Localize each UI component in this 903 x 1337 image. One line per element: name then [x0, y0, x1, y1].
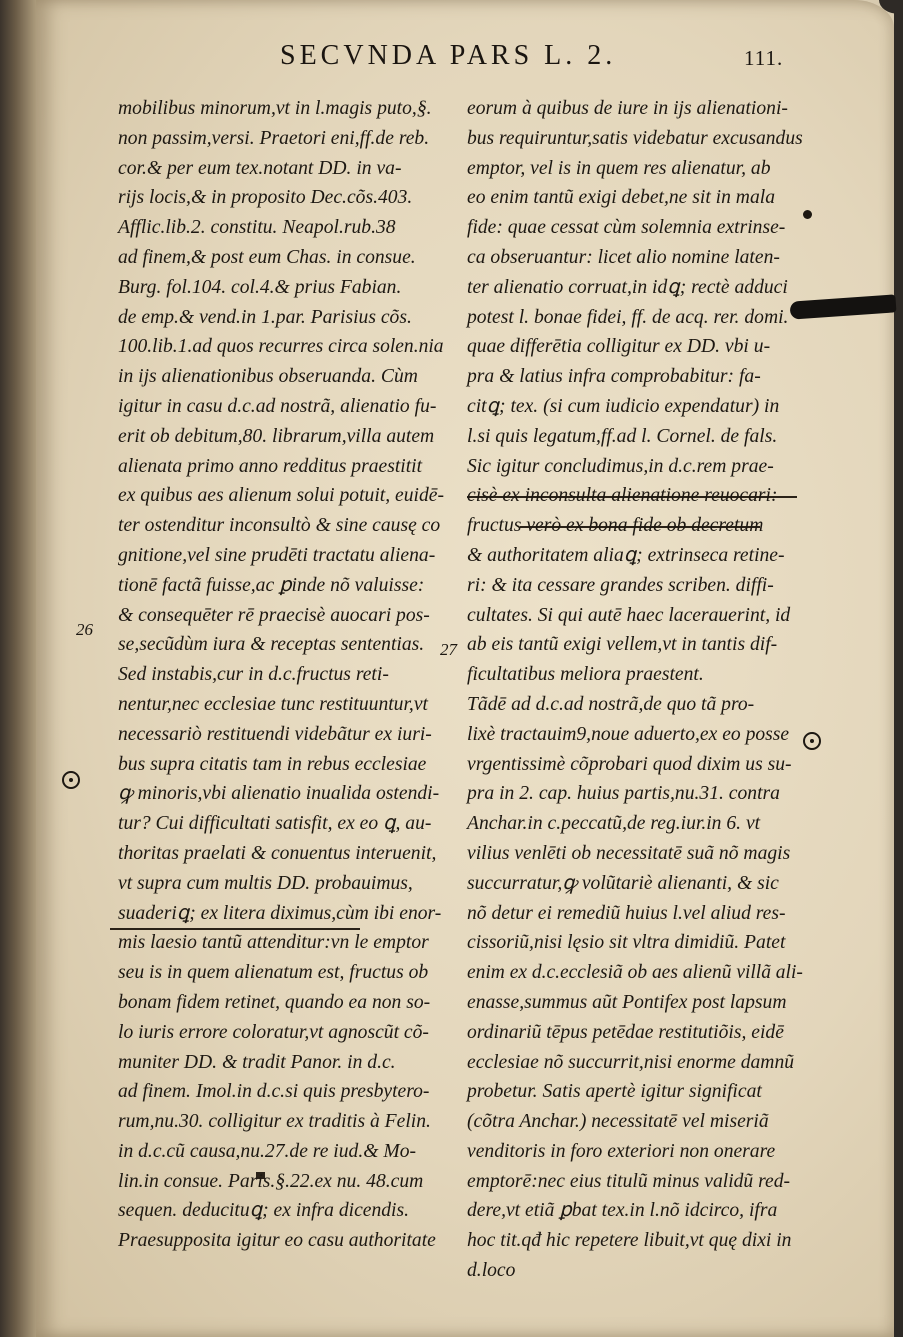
binding-gutter [0, 0, 40, 1337]
text-line: thoritas praelati & conuentus interuenit, [118, 842, 437, 864]
text-line: emptorē:nec eius titulũ minus validũ red- [467, 1170, 791, 1192]
text-line: ad finem. Imol.in d.c.si quis presbytero- [118, 1081, 430, 1103]
text-line: mis laesio tantũ attenditur:vn le emptor [118, 932, 429, 954]
text-line: quae differētia colligitur ex DD. vbi u- [467, 336, 771, 358]
text-line: mobilibus minorum,vt in l.magis puto,§. [118, 98, 432, 119]
text-line: fide: quae cessat cùm solemnia extrinse- [467, 217, 786, 239]
text-line: vilius venlēti ob necessitatē suã nõ magis [467, 842, 791, 864]
text-line: Sed instabis,cur in d.c.fructus reti- [118, 664, 389, 686]
text-line: lixè tractauim9,noue aduerto,ex eo posse [467, 723, 790, 745]
text-line: cultates. Si qui autē haec lacerauerint, id [467, 604, 791, 626]
text-line: nentur,nec ecclesiae tunc restituuntur,vt [118, 693, 428, 715]
text-line: ter alienatio corruat,in idꝗ; rectè adduci [467, 276, 788, 298]
bullet-ring-icon [803, 732, 821, 750]
text-line: necessariò restituendi videbãtur ex iuri- [118, 723, 432, 745]
text-line: ficultatibus meliora praestent. [467, 664, 704, 686]
margin-number-27: 27 [440, 640, 457, 659]
right-text-column [467, 94, 803, 1286]
text-line: ca obseruantur: licet alio nomine laten- [467, 246, 780, 268]
folio-number: 111. [744, 46, 784, 70]
text-line: muniter DD. & tradit Panor. in d.c. [118, 1051, 396, 1073]
text-line: ter ostenditur inconsultò & sine causę co [118, 515, 441, 537]
text-line: fructus verò ex bona fide ob decretum [467, 515, 764, 537]
text-line: eo enim tantũ exigi debet,ne sit in mala [467, 187, 775, 209]
text-line: in d.c.cũ causa,nu.27.de re iud.& Mo- [118, 1140, 417, 1162]
text-line: & consequēter rē praecisè auocari pos- [118, 604, 430, 626]
text-line: rijs locis,& in proposito Dec.cõs.403. [118, 187, 413, 209]
text-line: in ijs alienationibus obseruanda. Cùm [118, 366, 418, 388]
text-line: dere,vt etiã ꝑbat tex.in l.nõ idcirco, ifra [467, 1200, 778, 1222]
text-line: ri: & ita cessare grandes scriben. diffi- [467, 574, 774, 596]
text-line: d.loco [467, 1260, 516, 1282]
text-line: vrgentissimè cõprobari quod dixim us su- [467, 753, 792, 775]
text-line: cisè ex inconsulta alienatione reuocari: [467, 485, 778, 507]
text-line: se,secũdùm iura & receptas sententias. [118, 634, 425, 656]
text-line: de emp.& vend.in 1.par. Parisius cõs. [118, 306, 412, 328]
text-line: (cõtra Anchar.) necessitatē vel miseriã [467, 1111, 769, 1133]
text-line: sequen. deducituꝗ; ex infra dicendis. [118, 1200, 410, 1222]
text-line: lo iuris errore coloratur,vt agnoscũt cõ- [118, 1021, 429, 1043]
text-line: venditoris in foro exteriori non onerare [467, 1140, 776, 1162]
text-line: Sic igitur concludimus,in d.c.rem prae- [467, 455, 774, 477]
text-line: gnitione,vel sine prudēti tractatu aliena- [118, 544, 436, 566]
text-line: erit ob debitum,80. librarum,villa autem [118, 425, 435, 447]
text-line: hoc tit.qđ hic repetere libuit,vt quę dixi in [467, 1230, 792, 1252]
text-line: succurratur,ꝙ volũtariè alienanti, & sic [467, 872, 779, 894]
text-line: alienata primo anno redditus praestitit [118, 455, 423, 477]
text-line: Anchar.in c.peccatũ,de reg.iur.in 6. vt [467, 813, 761, 835]
text-line: ecclesiae nõ succurrit,nisi enorme damnũ [467, 1051, 795, 1073]
text-line: igitur in casu d.c.ad nostrã, alienatio fu- [118, 395, 437, 417]
text-line: rum,nu.30. colligitur ex traditis à Felin. [118, 1111, 431, 1133]
text-line: bonam fidem retinet, quando ea non so- [118, 991, 431, 1013]
text-line: potest l. bonae fidei, ff. de acq. rer. domi. [467, 306, 789, 328]
running-head: SECVNDA PARS L. 2. [280, 40, 617, 71]
margin-number-26: 26 [76, 620, 93, 639]
text-line: tionē factã fuisse,ac ꝑinde nõ valuisse: [118, 574, 425, 596]
text-line: ꝙ minoris,vbi alienatio inualida ostendi- [118, 783, 440, 805]
text-line: ab eis tantũ exigi vellem,vt in tantis dif- [467, 634, 778, 656]
text-line: vt supra cum multis DD. probauimus, [118, 872, 413, 894]
text-line: 100.lib.1.ad quos recurres circa solen.nia [118, 336, 444, 358]
text-line: Tãdē ad d.c.ad nostrã,de quo tã pro- [467, 693, 755, 715]
text-line: nõ detur ei remediũ huius l.vel aliud res- [467, 902, 786, 924]
text-line: probetur. Satis apertè igitur significat [467, 1081, 762, 1103]
text-line: enim ex d.c.ecclesiã ob aes alienũ villã ali- [467, 962, 803, 984]
text-line: Afflic.lib.2. constitu. Neapol.rub.38 [118, 217, 396, 239]
text-line: & authoritatem aliaꝗ; extrinseca retine- [467, 544, 785, 566]
text-line: eorum à quibus de iure in ijs alienationi- [467, 98, 788, 119]
text-line: pra in 2. cap. huius partis,nu.31. contra [467, 783, 780, 805]
text-line: emptor, vel is in quem res alienatur, ab [467, 157, 771, 179]
text-line: suaderiꝗ; ex litera diximus,cùm ibi enor- [118, 902, 442, 924]
text-line: pra & latius infra comprobabitur: fa- [467, 366, 761, 388]
text-line: Burg. fol.104. col.4.& prius Fabian. [118, 276, 402, 298]
left-text-column [118, 94, 444, 1256]
text-line: citꝗ; tex. (si cum iudicio expendatur) in [467, 395, 780, 417]
text-line: bus requiruntur,satis videbatur excusandus [467, 127, 803, 149]
text-line: non passim,versi. Praetori eni,ff.de reb. [118, 127, 430, 149]
text-line: bus supra citatis tam in rebus ecclesiae [118, 753, 427, 775]
page-edge [894, 0, 903, 1337]
text-line: lin.in consue. Paris.§.22.ex nu. 48.cum [118, 1170, 424, 1192]
text-line: cor.& per eum tex.notant DD. in va- [118, 157, 402, 179]
text-line: ordinariũ tēpus petēdae restitutiõis, eidē [467, 1021, 784, 1043]
text-line: Praesupposita igitur eo casu authoritate [118, 1230, 436, 1252]
bullet-ring-icon [62, 771, 80, 789]
text-line: cissoriũ,nisi lęsio sit vltra dimidiũ. Patet [467, 932, 786, 954]
text-line: enasse,summus aũt Pontifex post lapsum [467, 991, 787, 1013]
text-line: ex quibus aes alienum solui potuit, euidē- [118, 485, 444, 507]
text-line: tur? Cui difficultati satisfit, ex eo ꝗ, au- [118, 813, 432, 835]
text-line: l.si quis legatum,ff.ad l. Cornel. de fals. [467, 425, 778, 447]
ink-dot-icon [803, 210, 812, 219]
text-line: seu is in quem alienatum est, fructus ob [118, 962, 429, 984]
text-line: ad finem,& post eum Chas. in consue. [118, 246, 416, 268]
